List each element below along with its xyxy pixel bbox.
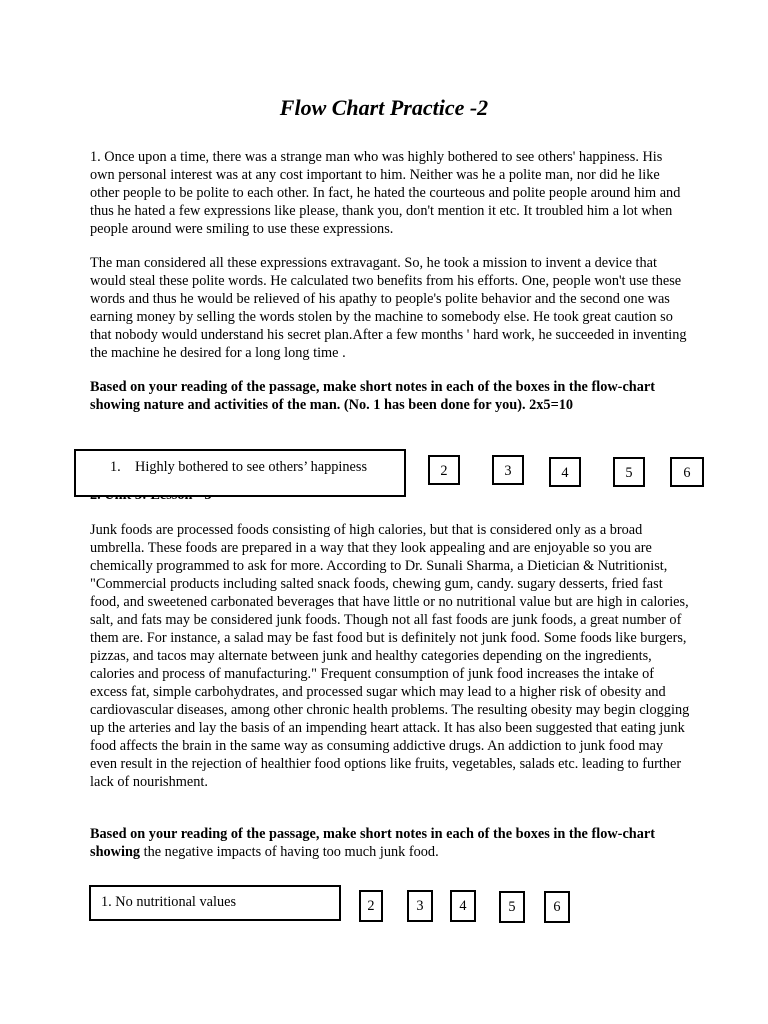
passage-2-instruction-bold: Based on your reading of the passage, make short notes in each of the boxes in the flow-chart showing xyxy=(90,826,655,860)
passage-1-paragraph-2: The man considered all these expressions extravagant. So, he took a mission to invent a device that would steal these polite words. He calculated two benefits from his efforts. One, people won't use these words and thus he would be relieved of his apathy to people's polite behavior and the second one was earning money by selling the words stolen by the machine to somebody else. He took great caution so that nobody would understand his secret plan.After a few months ' hard work, he succeeded in inventing the machine he desired for a long long time . xyxy=(90,255,687,361)
page-title: Flow Chart Practice -2 xyxy=(279,95,489,120)
passage-2-instruction xyxy=(90,825,690,861)
flow2-box-5: 5 xyxy=(499,891,525,923)
flow2-box-2: 2 xyxy=(359,890,383,922)
passage-1-paragraph-1: 1. Once upon a time, there was a strange man who was highly bothered to see others' happiness. His own personal interest was at any cost important to him. Neither was he a polite man, nor did he like other people to be polite to each other. In fact, he hated the courteous and polite people around him and thus he hated a few expressions like please, thank you, don't mention it etc. It troubled him a lot when people around were smiling to use these expressions. xyxy=(90,149,681,237)
flow-box-3: 3 xyxy=(492,455,524,485)
flow2-box-3: 3 xyxy=(407,890,433,922)
flow-box-6: 6 xyxy=(670,457,704,487)
flow-box-2: 2 xyxy=(428,455,460,485)
passage-1-instruction: Based on your reading of the passage, make short notes in each of the boxes in the flow-chart showing nature and activities of the man. (No. 1 has been done for you). 2x5=10 xyxy=(90,379,655,413)
flow2-box-6: 6 xyxy=(544,891,570,923)
flow2-box-1-text: 1. No nutritional values xyxy=(101,894,237,910)
flow-box-1-text: 1. Highly bothered to see others’ happiness xyxy=(110,459,368,475)
flow2-box-1 xyxy=(89,885,341,921)
flow-box-1 xyxy=(74,449,406,497)
passage-2-instruction-rest: the negative impacts of having too much junk food. xyxy=(140,844,439,860)
passage-2-paragraph: Junk foods are processed foods consisting of high calories, but that is considered only as a broad umbrella. These foods are prepared in a way that they look appealing and are enjoyable so you are chemically programmed to ask for more. According to Dr. Sunali Sharma, a Dietician & Nutritionist, "Commercial products including salted snack foods, chewing gum, candy. sugary desserts, fried fast food, and sweetened carbonated beverages that have little or no nutritional value but are high in calories, salt, and fats may be considered junk foods. Though not all fast foods are junk foods, a great number of them are. For instance, a salad may be fast food but is definitely not junk food. Some foods like burgers, pizzas, and tacos may alternate between junk and healthy categories depending on the ingredients, calories and process of manufacturing." Frequent consumption of junk food increases the intake of excess fat, simple carbohydrates, and processed sugar which may lead to a higher risk of obesity and cardiovascular diseases, among other chronic health problems. The resulting obesity may begin clogging up the arteries and lay the basis of an impending heart attack. It has also been suggested that eating junk food affects the brain in the same way as consuming addictive drugs. An addiction to junk food may even result in the rejection of healthier food options like fruits, vegetables, salads etc. leading to further lack of nourishment. xyxy=(90,522,690,790)
flow2-box-4: 4 xyxy=(450,890,476,922)
flow-box-4: 4 xyxy=(549,457,581,487)
flow-box-5: 5 xyxy=(613,457,645,487)
